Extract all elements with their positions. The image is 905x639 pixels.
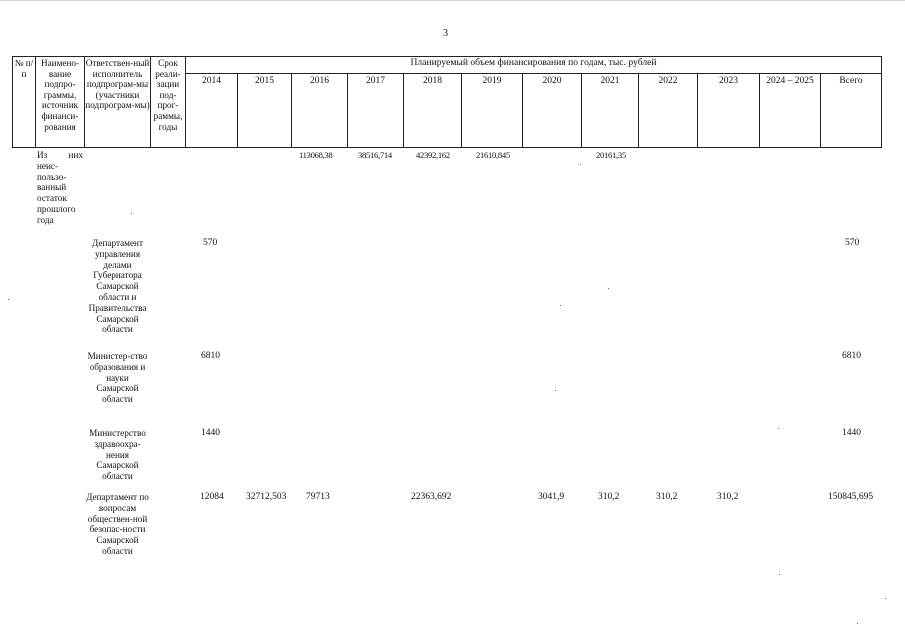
cell-value: 310,2	[656, 492, 678, 502]
scan-speck	[885, 598, 886, 599]
header-year: 2024 – 2025	[766, 76, 814, 86]
header-year: 2018	[423, 76, 442, 86]
row-executor: Министерство здравоохра-нения Самарской области	[89, 428, 146, 482]
cell-value: 42392,162	[416, 150, 450, 160]
header-year: 2020	[542, 76, 562, 86]
header-bottom-line	[12, 147, 882, 148]
header-year: 2019	[482, 76, 502, 86]
cell-total: 570	[845, 238, 860, 248]
header-year: 2015	[255, 76, 274, 86]
header-year: 2022	[658, 76, 678, 86]
col-border	[185, 56, 186, 148]
header-col-executor: Ответствен-ный исполнитель подпрограм-мы (участники подпрограм-мы)	[85, 58, 150, 111]
cell-value: 310,2	[598, 492, 620, 502]
header-col-number: № п/п	[14, 58, 34, 79]
scan-speck	[857, 623, 858, 624]
scan-speck	[580, 164, 581, 165]
header-year: 2021	[600, 76, 620, 86]
page-number: 3	[443, 28, 448, 39]
scan-speck	[131, 213, 132, 214]
header-col-name: Наимено-вание подпро-граммы, источник финанси-рования	[40, 58, 80, 132]
header-planned-title: Планируемый объем финансирования по годам, тыс. рублей	[410, 57, 657, 68]
cell-value: 570	[203, 238, 218, 248]
header-year: 2016	[310, 76, 329, 86]
header-year: 2014	[202, 76, 221, 86]
cell-value: 3041,9	[538, 492, 565, 502]
cell-value: 310,2	[717, 492, 739, 502]
scan-speck	[555, 390, 556, 391]
page-top-border	[0, 0, 905, 1]
row-executor: Министер-ство образования и науки Самарской области	[87, 351, 148, 405]
col-border	[759, 73, 760, 148]
cell-value: 6810	[201, 351, 220, 361]
cell-value: 22363,692	[411, 492, 452, 502]
cell-value: 1440	[201, 428, 220, 438]
row-executor: Департамент управления делами Губернатора Самарской области и Правительства Самарской области	[88, 238, 147, 335]
scan-speck	[779, 574, 780, 575]
cell-value: 21610,845	[476, 150, 510, 160]
scan-speck	[560, 305, 561, 306]
header-year: 2023	[719, 76, 738, 86]
cell-value: 32712,503	[246, 492, 287, 502]
row-executor: Департамент по вопросам обществен-ной безопас-ности Самарской области	[86, 492, 149, 556]
cell-value: 12084	[200, 492, 224, 502]
scan-speck	[778, 428, 779, 429]
cell-value: 79713	[306, 492, 330, 502]
col-border	[881, 56, 882, 148]
cell-value: 38516,714	[358, 150, 392, 160]
header-col-term: Срок реали-зации под-прог-раммы, годы	[153, 58, 183, 132]
cell-value: 113068,38	[299, 150, 333, 160]
header-mid-line	[185, 73, 882, 74]
cell-total: 1440	[842, 428, 861, 438]
cell-total: 6810	[842, 351, 861, 361]
scan-speck	[8, 299, 9, 300]
header-year: 2017	[366, 76, 385, 86]
cell-total: 150845,695	[828, 492, 874, 502]
cell-value: 20161,35	[596, 150, 626, 160]
header-total: Всего	[839, 76, 863, 86]
scan-speck	[608, 288, 609, 289]
row-source-name: Из них неис-пользо-ванный остаток прошлого года	[37, 150, 83, 225]
